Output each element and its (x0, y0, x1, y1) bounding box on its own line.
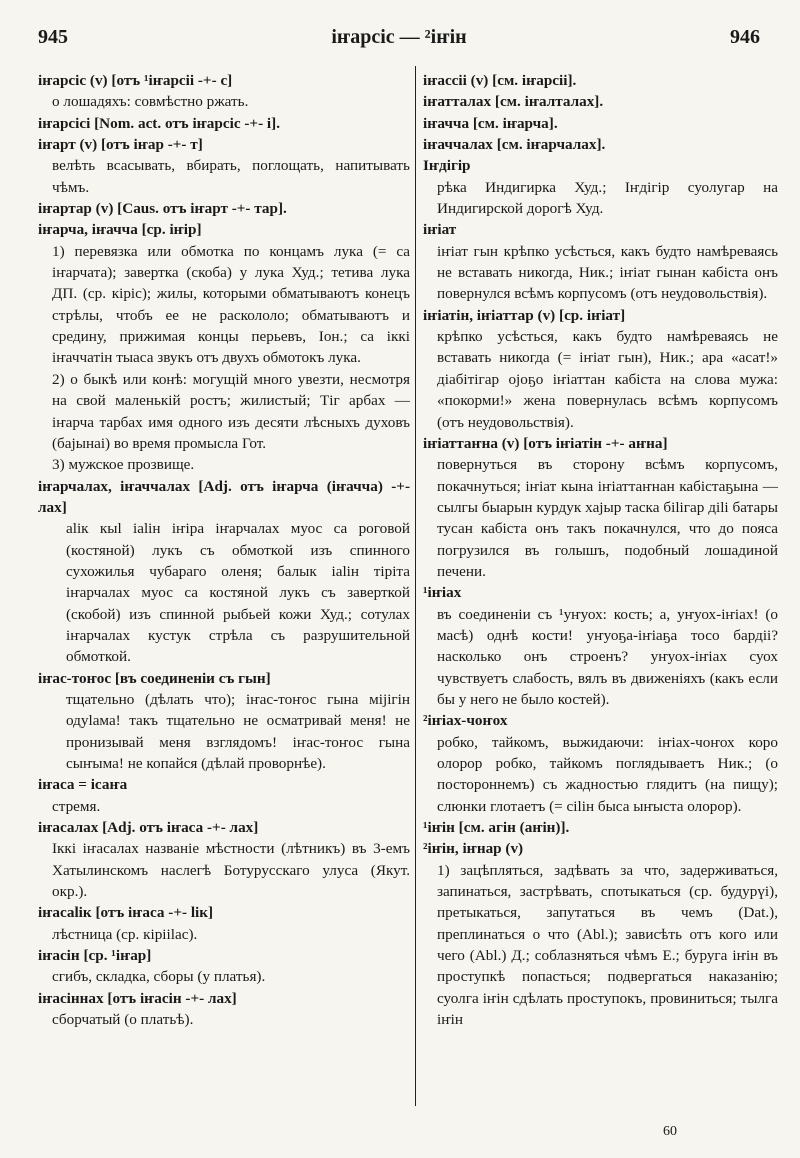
right-column (423, 70, 778, 1030)
entry-headword: Іҥдігір (423, 157, 471, 175)
entry-headword: іҥасаlік [отъ іҥаса -+- lік] (38, 904, 214, 922)
entry-definition: стремя. (52, 797, 101, 815)
entry-headword: іҥарсіс (v) [отъ ¹іҥарсіі -+- с] (38, 72, 233, 89)
entry-definition: велѣть всасывать, вбирать, поглощать, напитывать чѣмъ. (52, 157, 410, 196)
entry-definition: лѣстница (ср. кірііlас). (52, 925, 198, 943)
entry-headword: іҥарсісі [Nom. act. отъ іҥарсіс -+- і]. (38, 114, 280, 132)
entry-headword: іҥіатін, іҥіаттар (v) [ср. іҥіат] (423, 306, 626, 324)
entry-headword: ¹іҥіах (423, 584, 462, 602)
entry-headword: іҥасалах [Adj. отъ іҥаса -+- лах] (38, 819, 259, 837)
entry-headword: іҥарчалах, іҥаччалах [Adj. отъ іҥарча (іҥачча) -+- лах] (38, 477, 410, 516)
entry-headword: ²іҥін, іҥнар (v) (423, 840, 524, 858)
entry-headword: ¹іҥін [см. агін (аҥін)]. (423, 819, 570, 837)
entry-headword: іҥарча, іҥачча [ср. іҥір] (38, 221, 202, 239)
entry-definition: 1) зацѣпляться, задѣвать за что, задерживаться, запинаться, застрѣвать, спотыкаться (ср. будурүі), претыкаться, запутаться въ чемъ (Dat.), преплинаться о что (Abl.); зависѣть отъ кого или чего (Abl.) Д.; соблазняться чѣмъ Е.; буруга іҥін въ проступкѣ попасться; подвергаться наказанію; суолга іҥін сдѣлать проступокъ, провиниться; тылга іҥін (437, 861, 778, 1029)
entry-headword: іҥіат (423, 221, 457, 239)
entry-definition: аlік кыl іаlін іҥіра іҥарчалах муос са роговой (костяной) лукъ съ обмоткой изъ спинного сухожилья чубараго оленя; балык іаlін тіріта іҥарчалах муос са костяной лукъ съ заверткой (скобой) изъ спинной рыбьей кожи Худ.; сотулах іҥарчалах кустук стрѣла съ разрушительной обмоткой. (66, 520, 410, 666)
right-page-number: 946 (730, 26, 760, 48)
entry-headword: іҥачча [см. іҥарча]. (423, 114, 558, 132)
page-header (38, 26, 760, 52)
column-divider (415, 66, 416, 1106)
entry-headword: ²іҥіах-чоҥох (423, 712, 508, 730)
entry-definition: тщательно (дѣлать что); іҥас-тоҥос гына міjігін одуlама! такъ тщательно не осматривай меня! не пронизывай меня взглядомъ! іҥас-тоҥос гына сыҥыма! не копайся (дѣлай проворнѣе). (66, 690, 410, 772)
entry-headword: іҥассіі (v) [см. іҥарсіі]. (423, 72, 577, 89)
entry-headword: іҥаччалах [см. іҥарчалах]. (423, 136, 606, 154)
entry-headword: іҥіаттаҥна (v) [отъ іҥіатін -+- аҥна] (423, 434, 668, 452)
entry-headword: іҥаса = ісаҥа (38, 776, 128, 794)
entry-headword: іҥарт (v) [отъ іҥар -+- т] (38, 136, 203, 154)
entry-definition: 1) перевязка или обмотка по концамъ лука (= са іҥарчата); завертка (скоба) у лука Худ.; тетива лука ДП. (ср. кіріс); жилы, которыми обматываютъ конецъ стрѣлы, чтобъ ее не раскололо; обматываютъ и средину, прижимая концы перьевъ, Іон.; са іккі іҥаччатін тыаса звукъ отъ двухъ обмотокъ лука. (52, 242, 410, 367)
page-footer (0, 1124, 800, 1140)
entry-definition: сборчатый (о платьѣ). (52, 1011, 194, 1029)
entry-headword: іҥасіннах [отъ іҥасін -+- лах] (38, 989, 237, 1007)
running-title: іҥарсіс — ²іҥін (331, 26, 467, 48)
entry-definition: о лошадяхъ: совмѣстно ржать. (52, 93, 249, 111)
entry-definition: крѣпко усѣсться, какъ будто намѣреваясь не вставать никогда (= іҥіат гын), Ник.; ара «асат!» діабітігар оjоҕо іҥіаттан кабіста на слова мужа: «покорми!» жена повернулась всѣмъ корпусомъ (отъ неудовольствія). (437, 328, 778, 431)
entry-definition: Іккі іҥасалах названіе мѣстности (лѣтникъ) въ 3-емъ Хатылинскомъ наслегѣ Ботурусскаго улуса (Якут. окр.). (52, 840, 410, 901)
entry-definition: рѣка Индигирка Худ.; Іҥдігір суолугар на Индигирской дорогѣ Худ. (437, 178, 778, 218)
entry-definition: 3) мужское прозвище. (52, 456, 195, 474)
entry-definition: 2) о быкѣ или конѣ: могущій много увезти, несмотря на свой маленькій ростъ; жилистый; Тіг арбах — іҥарча тарбах имя одного изъ десяти лѣсныхъ духовъ (баjынаі) во время промысла Гот. (52, 370, 410, 452)
entry-definition: робко, тайкомъ, выжидаючи: іҥіах-чоҥох коро олорор робко, тайкомъ поглядываетъ Ник.; (о постороннемъ) съ жадностью глядитъ (на пищу); слюнки глотаетъ (= сіlін быса ыҥыста олорор). (437, 733, 778, 815)
left-column (38, 70, 410, 1030)
signature-number: 60 (663, 1124, 677, 1139)
entry-definition: сгибъ, складка, сборы (у платья). (52, 968, 266, 986)
entry-definition: въ соединеніи съ ¹уҥуох: кость; а, уҥуох-іҥіах! (о масѣ) однѣ кости! уҥуоҕа-іҥіаҕа тосо бардіі? насколько онъ строенъ? уҥуох-іҥіах суох чувствуетъ слабость, вялъ въ движеніяхъ (какъ если бы у него не было костей). (437, 605, 778, 708)
entry-definition: повернуться въ сторону всѣмъ корпусомъ, покачнуться; іҥіат кына іҥіаттаҥнан кабістаҕына — сылгы быарын курдук хаjыр таска біlігар діlі батары тусан кабіста онъ такъ покачнулся, что до пояса погрузился въ голышъ, подобный лошадиной печени. (437, 456, 778, 580)
entry-headword: іҥартар (v) [Caus. отъ іҥарт -+- тар]. (38, 200, 287, 218)
entry-definition: іҥіат гын крѣпко усѣсться, какъ будто намѣреваясь не вставать никогда, Ник.; іҥіат гынан кабіста онъ повернулся всѣмъ корпусомъ (отъ неудовольствія). (437, 242, 778, 303)
entry-headword: іҥас-тоҥос [въ соединеніи съ гын] (38, 669, 271, 687)
entry-headword: іҥасін [ср. ¹іҥар] (38, 947, 152, 965)
left-page-number: 945 (38, 26, 68, 48)
entry-headword: іҥатталах [см. іҥалталах]. (423, 93, 604, 111)
